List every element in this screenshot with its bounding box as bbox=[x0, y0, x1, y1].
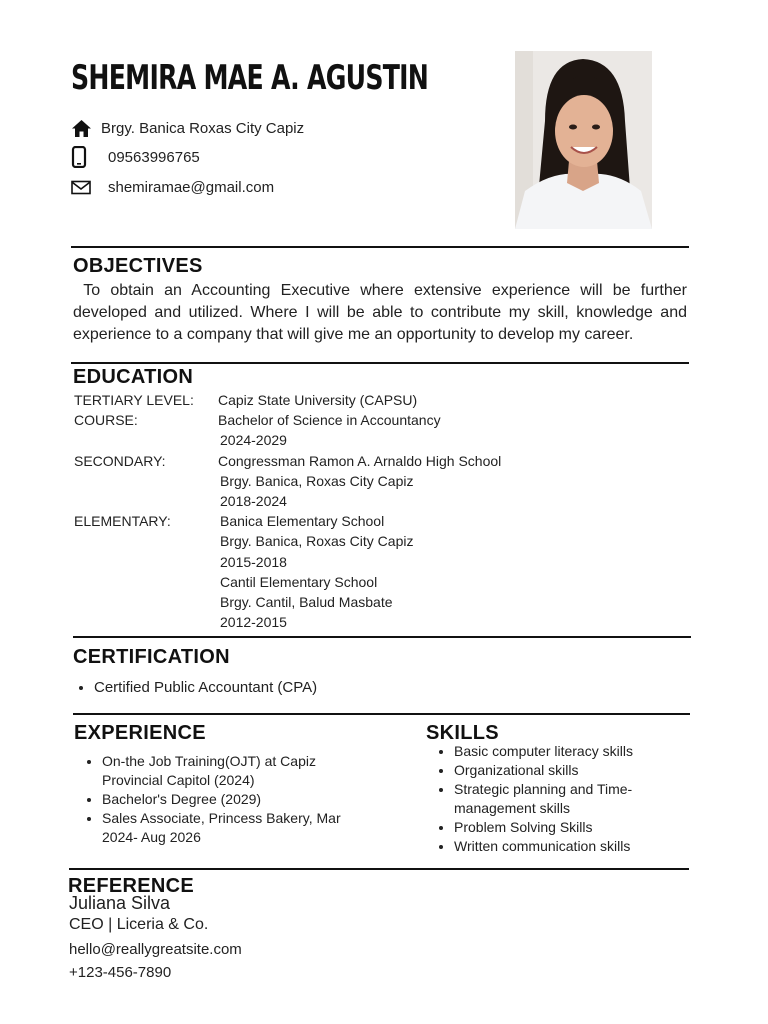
reference-phone: +123-456-7890 bbox=[69, 964, 172, 981]
reference-title: CEO | Liceria & Co. bbox=[69, 916, 209, 933]
profile-photo bbox=[515, 51, 652, 229]
list-item: • Bachelor's Degree (2029) bbox=[102, 790, 377, 809]
education-value: 2024-2029 bbox=[220, 432, 287, 449]
education-label: COURSE: bbox=[74, 412, 138, 429]
list-item: • Problem Solving Skills bbox=[454, 818, 669, 837]
candidate-name: SHEMIRA MAE A. AGUSTIN bbox=[71, 58, 429, 98]
education-value: Bachelor of Science in Accountancy bbox=[218, 412, 441, 429]
contact-email bbox=[71, 176, 274, 198]
objectives-text: To obtain an Accounting Executive where extensive experience will be further developed and utilized. Where I will be able to contribute my skill, knowledge and experience to a company that will give me an opportunity to develop my career. bbox=[73, 282, 687, 343]
divider bbox=[71, 362, 689, 364]
divider bbox=[73, 713, 690, 715]
education-value: 2012-2015 bbox=[220, 614, 287, 631]
reference-email-link[interactable]: hello@reallygreatsite.com bbox=[69, 941, 242, 958]
education-value: 2015-2018 bbox=[220, 553, 287, 570]
education-value: Capiz State University (CAPSU) bbox=[218, 392, 418, 408]
education-heading: EDUCATION bbox=[73, 366, 194, 388]
education-value: Brgy. Cantil, Balud Masbate bbox=[220, 594, 393, 611]
education-value: Congressman Ramon A. Arnaldo High School bbox=[218, 452, 502, 469]
list-item: • Written communication skills bbox=[454, 837, 669, 856]
divider bbox=[69, 868, 689, 870]
education-labels bbox=[74, 390, 194, 531]
list-item: • Strategic planning and Time-management skills bbox=[454, 780, 669, 818]
education-label bbox=[74, 491, 194, 511]
list-item: • Sales Associate, Princess Bakery, Mar 2024- Aug 2026 bbox=[102, 809, 377, 847]
mail-icon bbox=[71, 176, 95, 198]
experience-list bbox=[82, 752, 377, 847]
contact-phone bbox=[71, 146, 200, 168]
phone-text: 09563996765 bbox=[108, 148, 200, 166]
education-value: Banica Elementary School bbox=[220, 513, 385, 530]
list-item: • Organizational skills bbox=[454, 761, 669, 780]
education-value: Brgy. Banica, Roxas City Capiz bbox=[220, 533, 414, 550]
list-item: • On-the Job Training(OJT) at Capiz Provincial Capitol (2024) bbox=[102, 752, 377, 790]
education-label: TERTIARY LEVEL: bbox=[74, 392, 194, 408]
home-icon bbox=[71, 117, 95, 139]
education-label bbox=[74, 430, 194, 450]
list-item: • Certified Public Accountant (CPA) bbox=[94, 678, 317, 697]
education-value: 2018-2024 bbox=[220, 493, 287, 510]
reference-heading: REFERENCE bbox=[68, 875, 195, 897]
certification-list bbox=[74, 678, 317, 697]
certification-heading: CERTIFICATION bbox=[73, 646, 230, 668]
address-text: Brgy. Banica Roxas City Capiz bbox=[101, 119, 305, 137]
email-link[interactable]: shemiramae@gmail.com bbox=[108, 178, 275, 196]
divider bbox=[71, 246, 689, 248]
education-label bbox=[74, 471, 194, 491]
skills-heading: SKILLS bbox=[426, 722, 499, 744]
education-label: ELEMENTARY: bbox=[74, 513, 171, 530]
education-value: Brgy. Banica, Roxas City Capiz bbox=[220, 472, 414, 489]
contact-address bbox=[71, 117, 304, 139]
list-item: • Basic computer literacy skills bbox=[454, 742, 669, 761]
reference-name: Juliana Silva bbox=[69, 893, 171, 913]
education-label: SECONDARY: bbox=[74, 452, 166, 469]
phone-icon bbox=[71, 146, 95, 168]
education-value: Cantil Elementary School bbox=[220, 573, 378, 590]
skills-list bbox=[434, 742, 669, 856]
education-values bbox=[218, 390, 501, 632]
objectives-heading: OBJECTIVES bbox=[73, 255, 203, 277]
divider bbox=[73, 636, 691, 638]
experience-heading: EXPERIENCE bbox=[74, 722, 206, 744]
